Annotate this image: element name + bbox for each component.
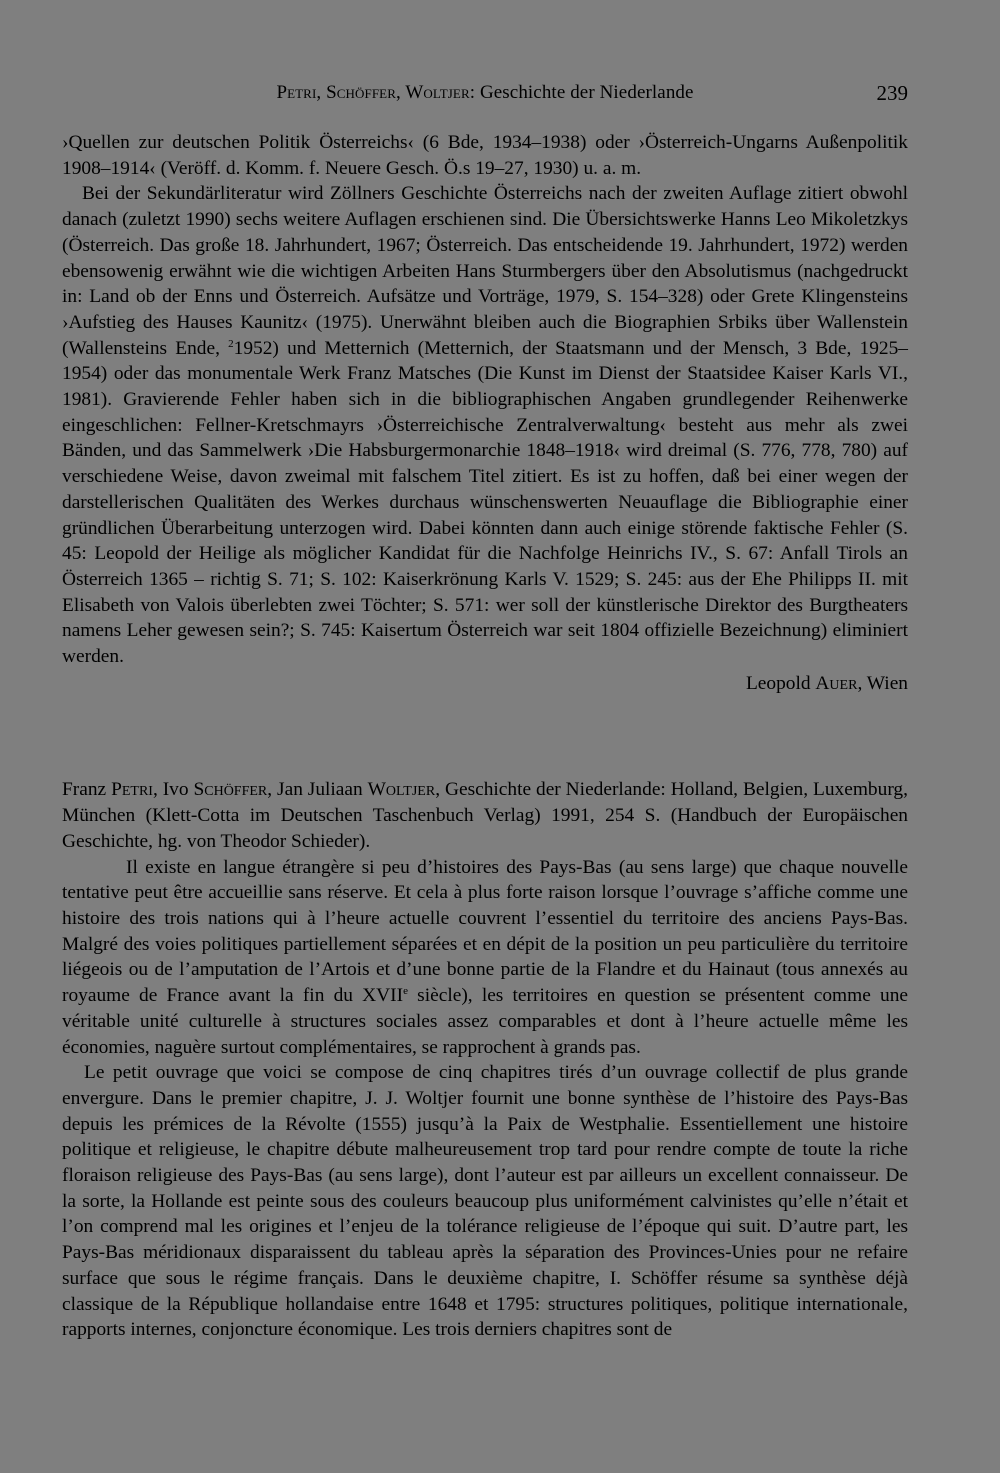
author-woltjer: Woltjer [367,779,436,801]
review-auer-paragraph-2 [62,181,908,669]
review-petri-paragraph-2: Le petit ouvrage que voici se compose de cinq chapitres tirés d’un ouvrage collectif de plus grande envergure. Dans le premier chapitre, J. J. Woltjer fournit une bonne synthèse de l’histoire des Pays-Bas depuis les prémices de la Révolte (1555) jusqu’à la Paix de Westphalie. Essentiellement une histoire politique et religieuse, le chapitre débute malheureusement trop tard pour rendre compte de toute la riche floraison religieuse des Pays-Bas (au sens large), dont l’auteur est par ailleurs un excellent connaisseur. De la sorte, la Hollande est peinte sous des couleurs beaucoup plus uniformément calvinistes qu’elle n’était et l’on comprend mal les origines et l’enjeu de la tolérance religieuse de l’époque qui suit. D’autre part, les Pays-Bas méridionaux disparaissent du tableau après la séparation des Provinces-Unies pour ne refaire surface que sous le régime français. Dans le deuxième chapitre, I. Schöffer résume sa synthèse déjà classique de la République hollandaise entre 1648 et 1795: structures politiques, politique internationale, rapports internes, conjoncture économique. Les trois derniers chapitres sont de [62,1062,908,1341]
running-title-book: Geschichte der Niederlande [475,82,694,103]
running-header [62,78,908,108]
review-petri [62,777,908,1342]
running-title [62,78,908,108]
paragraph-text: Il existe en langue étrangère si peu d’histoires des Pays-Bas (au sens large) que chaque nouvelle tentative peut être accueillie sans réserve. Et cela à plus forte raison lorsque l’ouvrage s’affiche comme une histoire des trois nations qui à l’heure actuelle couvrent l’essentiel du territoire des anciens Pays-Bas. Malgré des voies politiques partiellement séparées et en dépit de la position un peu particulière du territoire liégeois ou de l’amputation de l’Artois et d’une bonne partie de la Flandre et du Hainaut (tous annexés au royaume de France avant la fin du XVII [62,856,908,1007]
review-auer-paragraph-1: ›Quellen zur deutschen Politik Österreichs‹ (6 Bde, 1934–1938) oder ›Österreich-Ungarns Außenpolitik 1908–1914‹ (Veröff. d. Komm. f. Neuere Gesch. Ö.s 19–27, 1930) u. a. m. [62,132,908,179]
reviewer-last-name: Auer [815,672,858,694]
review-bibliographic-heading [62,777,908,854]
author-schoeffer: Schöffer [193,779,268,801]
reviewer-signature [62,671,908,697]
heading-text: , Ivo [152,779,194,801]
reviewer-place: , Wien [857,672,908,694]
paragraph-text: siècle), les territoires en question se présentent comme une véritable unité culturelle à structures sociales assez comparables et dont à l’heure actuelle même les économies, naguère surtout complémentaires, se rapprochent à grands pas. [62,985,908,1058]
heading-text: Franz [62,779,112,801]
heading-text: , Jan Juliaan [267,779,368,801]
heading-text: , Geschichte der Niederlande: Holland, Belgien, Luxemburg, München (Klett-Cotta im Deutschen Taschenbuch Verlag) 1991, 254 S. (Handbuch der Europäischen Geschichte, hg. von Theodor Schieder). [62,779,908,852]
edition-superscript: 2 [228,337,234,350]
document-page [62,78,908,1343]
author-petri: Petri [111,779,153,801]
review-auer [62,130,908,696]
paragraph-text: Bei der Sekundärliteratur wird Zöllners Geschichte Österreichs nach der zweiten Auflage zitiert obwohl danach (zuletzt 1990) sechs weitere Auflagen erschienen sind. Die Übersichtswerke Hanns Leo Mikoletzkys (Österreich. Das große 18. Jahrhundert, 1967; Österreich. Das entscheidende 19. Jahrhundert, 1972) werden ebensowenig erwähnt wie die wichtigen Arbeiten Hans Sturmbergers über den Absolutismus (nachgedruckt in: Land ob der Enns und Österreich. Aufsätze und Vorträge, 1979, S. 154–328) oder Grete Klingensteins ›Aufstieg des Hauses Kaunitz‹ (1975). Unerwähnt bleiben auch die Biographien Srbiks über Wallenstein (Wallensteins Ende, [62,183,908,359]
reviewer-first-name: Leopold [745,672,816,694]
century-superscript: e [403,985,408,998]
review-petri-paragraph-1 [62,855,908,1061]
paragraph-text: 1952) und Metternich (Metternich, der Staatsmann und der Mensch, 3 Bde, 1925–1954) oder das monumentale Werk Franz Matsches (Die Kunst im Dienst der Staatsidee Kaiser Karls VI., 1981). Gravierende Fehler haben sich in die bibliographischen Angaben grundlegender Reihenwerke eingeschlichen: Fellner-Kretschmayrs ›Österreichische Zentralverwaltung‹ besteht aus mehr als zwei Bänden, und das Sammelwerk ›Die Habsburgermonarchie 1848–1918‹ wird dreimal (S. 776, 778, 780) auf verschiedene Weise, davon zweimal mit falschem Titel zitiert. Es ist zu hoffen, daß bei einer wegen der darstellerischen Qualitäten des Werkes durchaus wünschenswerten Neuauflage die Bibliographie einer gründlichen Überarbeitung unterzogen wird. Dabei könnten dann auch einige störende faktische Fehler (S. 45: Leopold der Heilige als möglicher Kandidat für die Nachfolge Heinrichs IV., S. 67: Anfall Tirols an Österreich 1365 – richtig S. 71; S. 102: Kaiserkrönung Karls V. 1529; S. 245: aus der Ehe Philipps II. mit Elisabeth von Valois überlebten zwei Töchter; S. 571: wer soll der künstlerische Direktor des Burgtheaters namens Leher gewesen sein?; S. 745: Kaisertum Österreich war seit 1804 offizielle Bezeichnung) eliminiert werden. [62,337,908,668]
page-number: 239 [876,81,908,105]
running-title-authors: Petri, Schöffer, Woltjer: [276,82,476,103]
